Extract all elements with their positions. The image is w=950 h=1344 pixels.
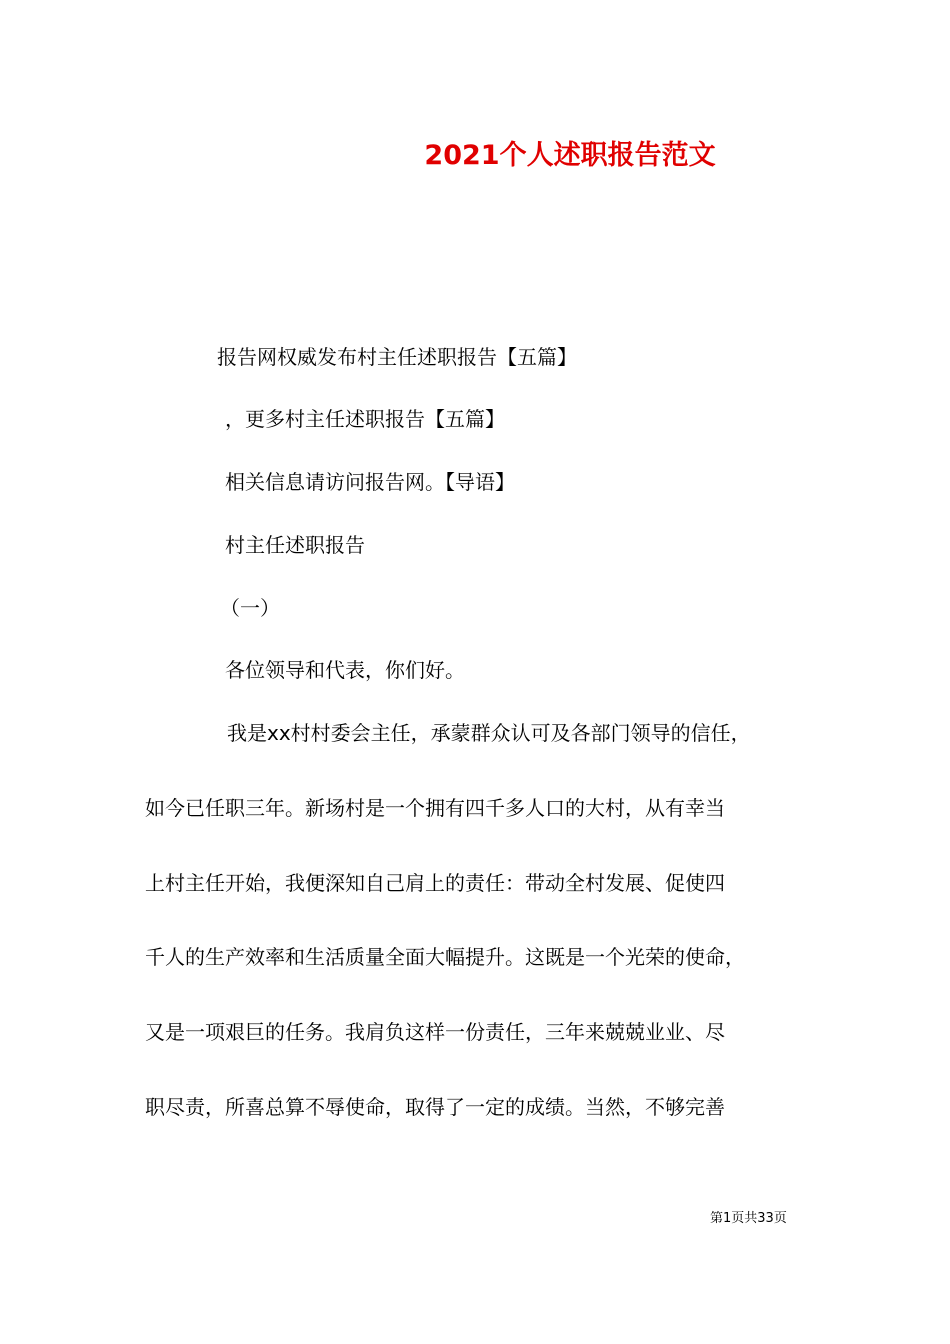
text-line-6: 各位领导和代表，你们好。: [225, 658, 465, 682]
text-line-4: 村主任述职报告: [225, 533, 365, 557]
page-footer: 第1页共33页: [710, 1211, 787, 1226]
text-line-10: 千人的生产效率和生活质量全面大幅提升。这既是一个光荣的使命，: [145, 945, 745, 969]
text-line-5: （一）: [220, 596, 280, 620]
text-line-1: 报告网权威发布村主任述职报告【五篇】: [217, 345, 577, 369]
document-title: 2021个人述职报告范文: [424, 140, 716, 171]
text-line-12: 职尽责，所喜总算不辱使命，取得了一定的成绩。当然，不够完善: [145, 1095, 725, 1119]
text-line-8: 如今已任职三年。新场村是一个拥有四千多人口的大村，从有幸当: [145, 796, 725, 820]
text-line-9: 上村主任开始，我便深知自己肩上的责任：带动全村发展、促使四: [145, 871, 725, 895]
text-line-11: 又是一项艰巨的任务。我肩负这样一份责任，三年来兢兢业业、尽: [145, 1020, 725, 1044]
text-line-3: 相关信息请访问报告网。【导语】: [225, 470, 515, 494]
text-line-2: ，更多村主任述职报告【五篇】: [225, 407, 505, 431]
text-line-7: 我是xx村村委会主任，承蒙群众认可及各部门领导的信任，: [227, 721, 751, 745]
